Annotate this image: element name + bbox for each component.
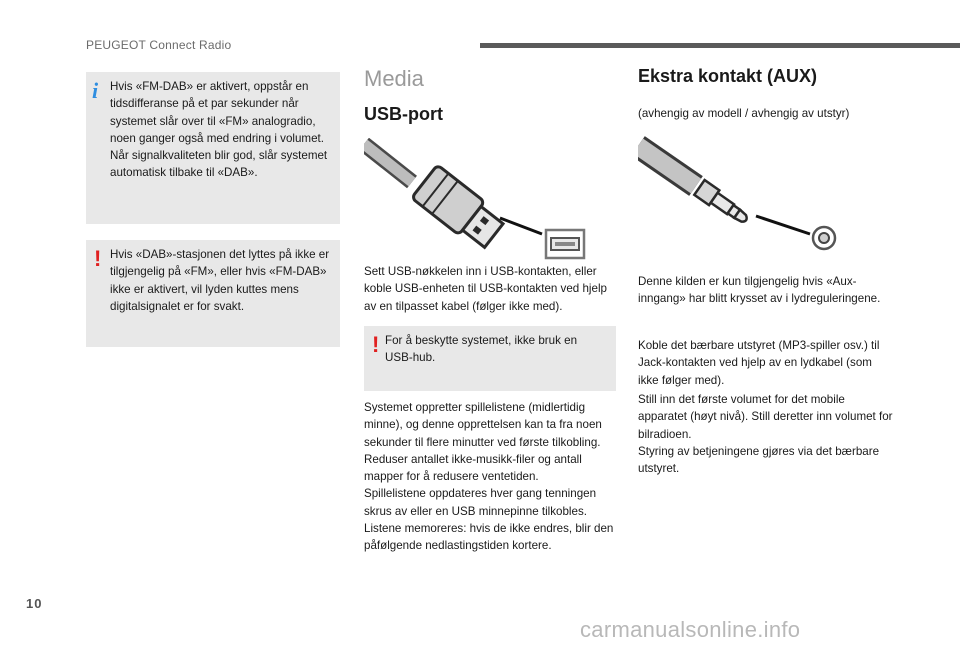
jack-illustration — [638, 136, 844, 256]
media-heading: Media — [364, 66, 424, 91]
playlist-info: Systemet oppretter spillelistene (midlertidig minne), og denne opprettelsen kan ta fra noen sekunder til flere minutter ved første tilkobling. Reduser antallet ikke-musikk-filer og antall mapper for å redusere ventetiden. Spillelistene oppdateres hver gang tenningen skrus av eller en USB minnepinne tilkobles. Listene memoreres: hvis de ikke endres, blir den påfølgende nedlastingstiden kortere. — [364, 401, 614, 553]
usb-socket-icon — [546, 230, 584, 258]
watermark: carmanualsonline.info — [580, 617, 801, 642]
header-title: PEUGEOT Connect Radio — [86, 38, 232, 52]
aux-subnote: (avhengig av modell / avhengig av utstyr) — [638, 107, 850, 120]
warning-icon: ! — [94, 246, 102, 271]
usb-instructions: Sett USB-nøkkelen inn i USB-kontakten, eller koble USB-enheten til USB-kontakten ved hjelp av en tilpasset kabel (følger ikke med). — [364, 265, 607, 313]
page-number: 10 — [26, 596, 43, 611]
aux-connect: Koble det bærbare utstyret (MP3-spiller osv.) til Jack-kontakten ved hjelp av en lydkabel (som ikke følger med). — [638, 339, 880, 387]
warning-icon: ! — [372, 332, 380, 357]
warning-note-text: Hvis «DAB»-stasjonen det lyttes på ikke er tilgjengelig på «FM», eller hvis «FM-DAB» ikke er aktivert, vil lyden kuttes mens digitalsignalet er for svakt. — [110, 248, 330, 313]
usb-cable-icon — [364, 144, 507, 252]
header-bar — [480, 43, 960, 48]
warning-note-panel — [86, 240, 340, 347]
jack-socket-icon — [813, 227, 835, 249]
usb-port-heading: USB-port — [364, 104, 443, 124]
info-note-panel — [86, 72, 340, 224]
usb-warning-text: For å beskytte systemet, ikke bruk en USB-hub. — [385, 334, 578, 365]
aux-heading: Ekstra kontakt (AUX) — [638, 66, 818, 86]
jack-plug-icon — [638, 146, 751, 227]
usb-warning-panel — [364, 326, 616, 391]
info-note-text: Hvis «FM-DAB» er aktivert, oppstår en tidsdifferanse på et par sekunder når systemet slår over til «FM» analogradio, noen ganger også med endring i volumet. Når signalkvaliteten blir god, slår systemet automatisk tilbake til «DAB». — [110, 80, 328, 180]
info-icon: i — [92, 78, 99, 103]
aux-volume: Still inn det første volumet for det mobile apparatet (høyt nivå). Still deretter inn volumet for bilradioen. Styring av betjeningene gjøres via det bærbare utstyret. — [638, 393, 893, 476]
usb-illustration — [364, 138, 590, 262]
aux-availability: Denne kilden er kun tilgjengelig hvis «Aux-inngang» har blitt krysset av i lydreguleringene. — [638, 275, 881, 306]
